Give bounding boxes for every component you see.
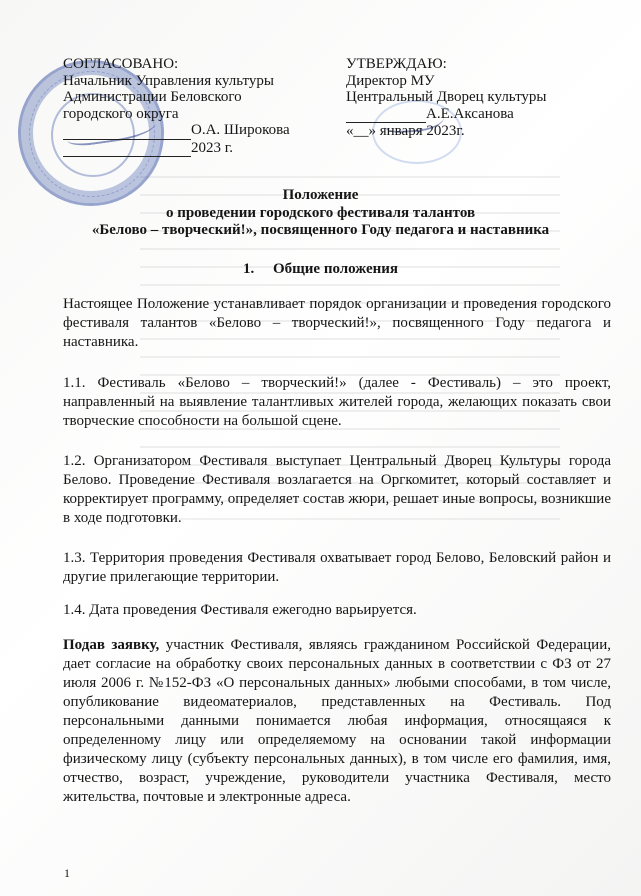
approve-heading: УТВЕРЖДАЮ: <box>346 56 447 72</box>
approval-district: городского округа <box>63 105 179 122</box>
paragraph-1-1: 1.1. Фестиваль «Белово – творческий!» (далее - Фестиваль) – это проект, направленный на выявление талантливых жителей города, желающих показать свои творческие способности на большой сцене. <box>63 375 611 429</box>
approve-date-line <box>346 123 586 140</box>
approval-position: Начальник Управления культуры <box>63 72 274 89</box>
approval-block-right <box>346 56 586 140</box>
document-subtitle-festival: «Белово – творческий!», посвященного Году педагога и наставника <box>91 222 550 238</box>
paragraph-consent <box>63 636 611 807</box>
approval-heading: СОГЛАСОВАНО: <box>63 56 179 72</box>
page-number: 1 <box>64 866 70 880</box>
approve-signatory: А.Е.Аксанова <box>426 105 514 122</box>
document-subtitle: о проведении городского фестиваля талантов <box>165 205 476 221</box>
approval-signatory: О.А. Широкова <box>191 122 290 138</box>
approve-date-day: «__» <box>346 123 376 139</box>
approve-position: Директор МУ <box>346 72 435 89</box>
approve-date: января 2023г. <box>379 123 465 139</box>
approval-block-left <box>63 56 303 157</box>
approval-organization: Администрации Беловского <box>63 89 242 105</box>
paragraph-1-4: 1.4. Дата проведения Фестиваля ежегодно варьируется. <box>63 602 417 618</box>
approve-organization: Центральный Дворец культуры <box>346 89 547 105</box>
approve-signature-line <box>346 106 586 124</box>
approval-date: 2023 г. <box>191 139 233 156</box>
section-heading-general: 1. Общие положения <box>242 261 399 277</box>
paragraph-1-2: 1.2. Организатором Фестиваля выступает Центральный Дворец Культуры города Белово. Проведение Фестиваля возлагается на Оргкомитет, который составляет и корректирует программу, определяет состав жюри, решает иные вопросы, возникшие в ходе подготовки. <box>63 453 611 526</box>
paragraph-intro: Настоящее Положение устанавливает порядок организации и проведения городского фестиваля талантов «Белово – творческий!», посвященного Году педагога и наставника. <box>63 296 611 350</box>
approval-date-line <box>63 140 303 158</box>
consent-lead: Подав заявку, <box>63 637 160 653</box>
paragraph-1-3: 1.3. Территория проведения Фестиваля охватывает город Белово, Беловский район и другие прилегающие территории. <box>63 550 611 585</box>
approval-signature-line <box>63 122 303 140</box>
consent-text: участник Фестиваля, являясь гражданином Российской Федерации, дает согласие на обработку своих персональных данных в соответствии с ФЗ от 27 июля 2006 г. №152-ФЗ «О персональных данных» любыми способами, в том числе, опубликование видеоматериалов, представленных на Фестиваль. Под персональными данными понимается любая информация, относящаяся к определенному лицу или определяемому на основании такой информации физическому лицу (субъекту персональных данных), в том числе его фамилия, имя, отчество, возраст, учреждение, руководители участника Фестиваля, место жительства, почтовые и электронные адреса. <box>63 637 611 805</box>
document-title: Положение <box>282 187 359 203</box>
